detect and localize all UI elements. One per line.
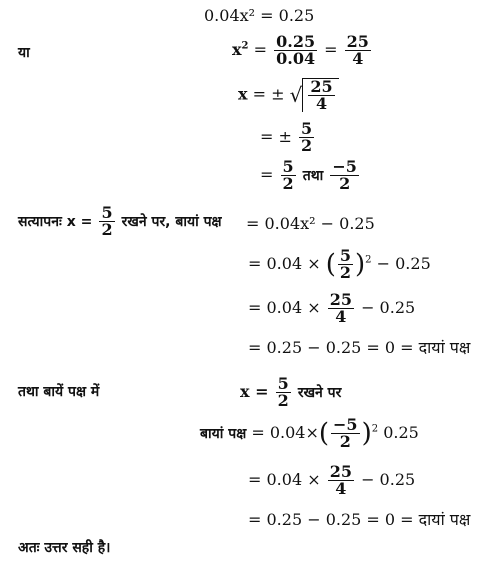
sup-2: 2 — [371, 423, 379, 435]
var-x: x — [232, 40, 242, 59]
eq-text: = 0.04 × — [248, 470, 321, 489]
step-3 — [248, 338, 470, 358]
numerator: 25 — [329, 290, 352, 309]
denominator: 4 — [315, 94, 328, 113]
denominator: 2 — [339, 432, 351, 451]
verification-text: रखने पर, बायां पक्ष — [121, 214, 222, 230]
denominator: 2 — [339, 174, 351, 193]
denominator: 4 — [335, 307, 347, 326]
other-side-eq — [240, 376, 341, 409]
numerator: 25 — [329, 462, 352, 481]
numerator: 25 — [346, 32, 369, 51]
sqrt-sign: √ — [289, 83, 303, 107]
numerator: 5 — [277, 374, 289, 393]
eq-text: − 0.25 — [376, 254, 431, 273]
conjunction: तथा — [302, 168, 324, 184]
eq-text: = 0.25 − 0.25 = 0 = दायां पक्ष — [248, 510, 471, 529]
numerator: −5 — [333, 415, 358, 434]
fraction — [328, 292, 354, 325]
eq-line-5 — [260, 159, 361, 192]
eq-text: 0.25 — [383, 423, 419, 442]
var-x: x — [238, 84, 248, 104]
fraction — [99, 205, 114, 238]
eq-line-4 — [260, 121, 316, 154]
equals: = — [253, 40, 268, 59]
equals: = — [260, 165, 274, 184]
sqrt-radicand — [302, 78, 338, 112]
lhs-step-1 — [200, 417, 419, 450]
numerator: 0.25 — [276, 32, 316, 51]
label-text: तथा बायें पक्ष में — [18, 384, 100, 400]
lhs-label: बायां पक्ष — [200, 426, 247, 442]
fraction — [299, 121, 314, 154]
fraction — [281, 159, 296, 192]
fraction — [330, 159, 359, 192]
numerator: 25 — [310, 77, 333, 96]
eq-line-2 — [232, 34, 373, 67]
conclusion — [18, 538, 110, 558]
verification-rhs — [246, 214, 375, 234]
denominator: 2 — [339, 263, 351, 282]
fraction — [338, 248, 353, 281]
denominator: 4 — [352, 49, 364, 68]
denominator: 0.04 — [276, 49, 316, 68]
fraction — [345, 34, 371, 67]
ya-text: या — [18, 45, 30, 61]
eq-text: = 0.04× — [251, 423, 319, 442]
sup-2: 2 — [241, 40, 249, 52]
fraction — [276, 376, 291, 409]
plus-minus: = ± — [260, 127, 292, 146]
denominator: 2 — [282, 174, 294, 193]
eq-text: = 0.04x² − 0.25 — [246, 214, 375, 233]
ya-label — [18, 43, 30, 63]
eq-text: = 0.25 − 0.25 = 0 = दायां पक्ष — [248, 338, 471, 357]
right-paren: ) — [361, 418, 372, 449]
step-2 — [248, 292, 415, 325]
fraction — [331, 417, 360, 450]
denominator: 4 — [335, 479, 347, 498]
lhs-step-2 — [248, 464, 415, 497]
verification-line — [18, 205, 222, 238]
denominator: 2 — [301, 136, 313, 155]
eq-text: = 0.04 × — [248, 298, 321, 317]
verification-label: सत्यापनः x = — [18, 214, 93, 230]
right-paren: ) — [355, 249, 366, 280]
numerator: −5 — [332, 157, 357, 176]
numerator: 5 — [101, 203, 113, 222]
eq-text: − 0.25 — [361, 470, 416, 489]
fraction — [308, 79, 334, 112]
other-side-label — [18, 382, 99, 402]
label-text: रखने पर — [297, 385, 342, 401]
eq-text: = 0.04 × — [248, 254, 321, 273]
eq-text: 0.04x² = 0.25 — [204, 6, 315, 25]
left-paren: ( — [318, 418, 330, 449]
plus-minus: = ± — [252, 84, 285, 104]
eq-line-1 — [204, 6, 314, 26]
sup-2: 2 — [365, 254, 372, 266]
eq-line-3 — [238, 78, 339, 112]
denominator: 2 — [277, 391, 289, 410]
fraction — [328, 464, 354, 497]
eq-text: − 0.25 — [361, 298, 416, 317]
var-x: x = — [240, 382, 269, 401]
left-paren: ( — [325, 249, 336, 280]
lhs-step-3 — [248, 510, 470, 530]
step-1 — [248, 248, 431, 281]
denominator: 2 — [101, 220, 113, 239]
numerator: 5 — [282, 157, 294, 176]
conclusion-text: अतः उत्तर सही है। — [18, 540, 111, 556]
numerator: 5 — [339, 246, 351, 265]
fraction — [274, 34, 317, 67]
numerator: 5 — [301, 119, 313, 138]
equals: = — [324, 40, 338, 59]
